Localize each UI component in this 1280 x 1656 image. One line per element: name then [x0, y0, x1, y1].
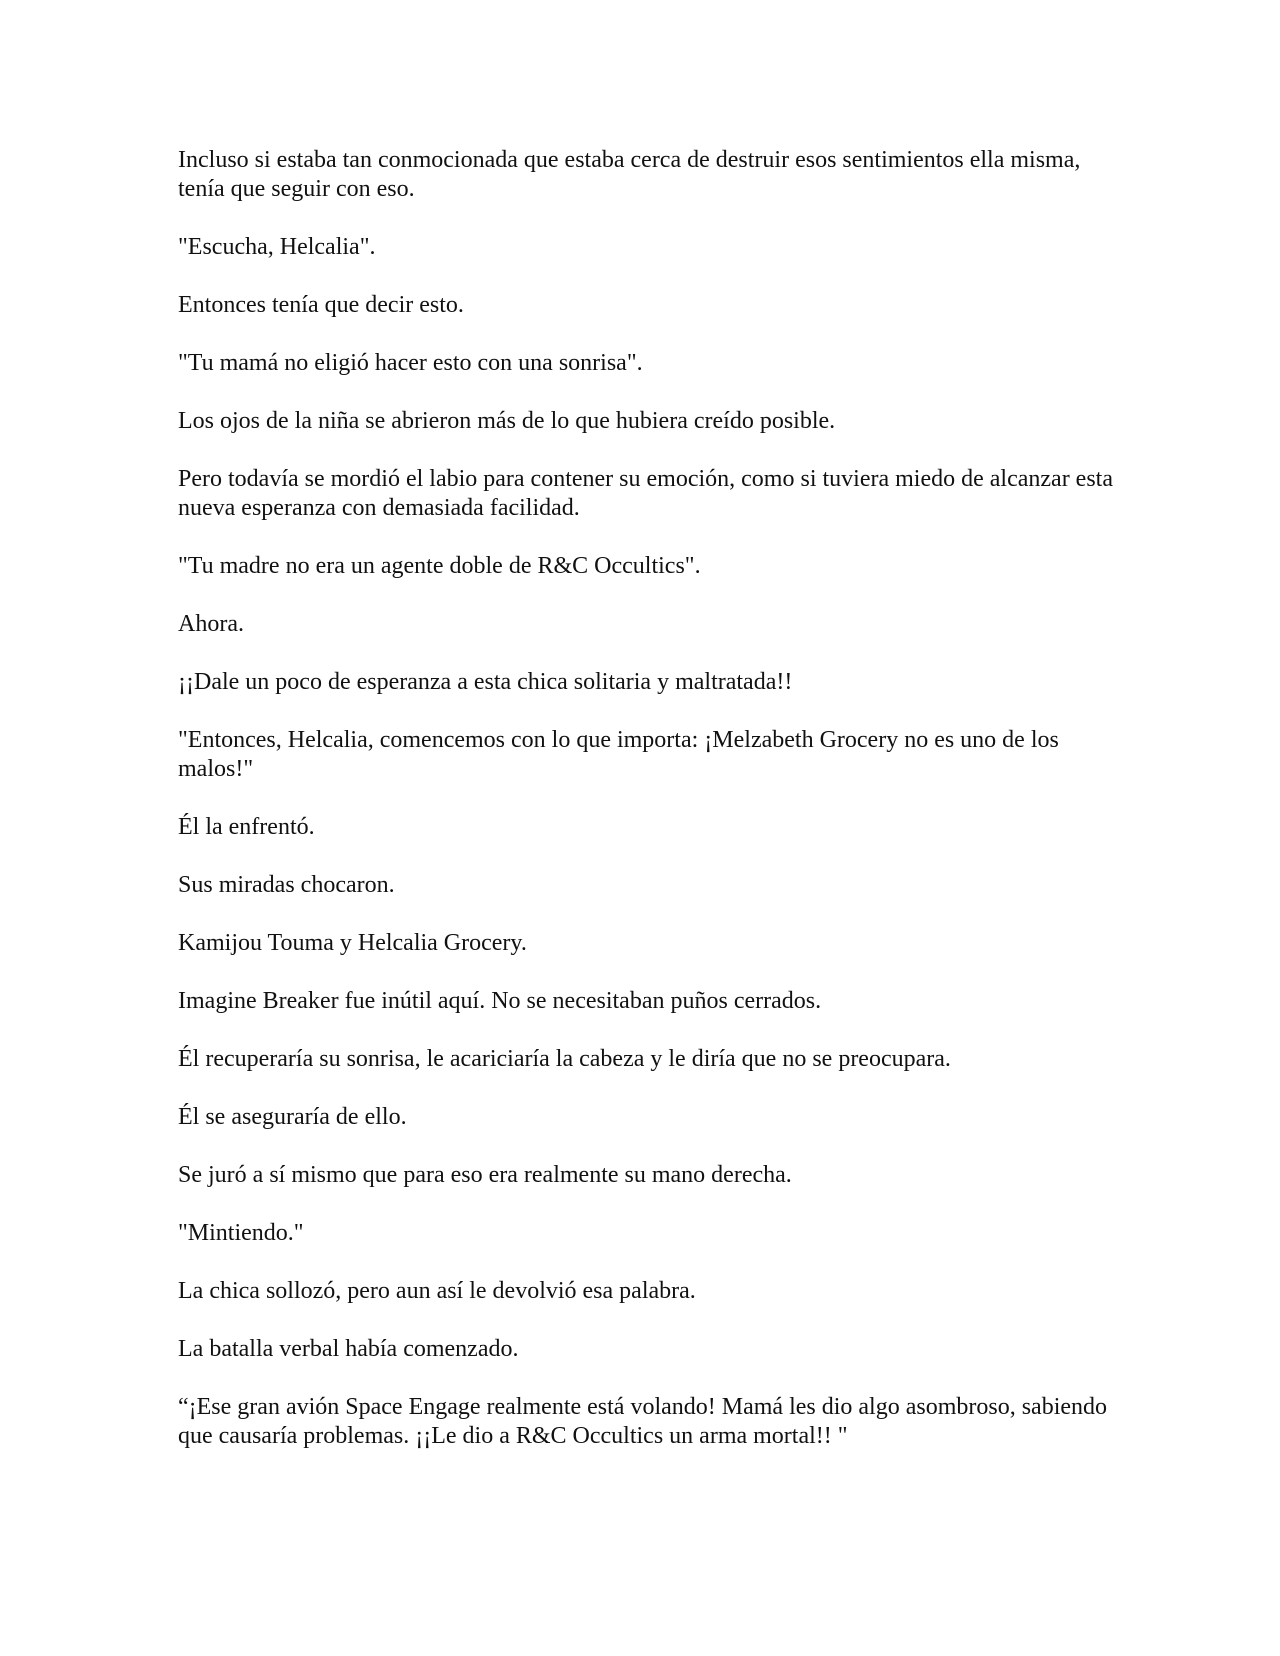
paragraph: Sus miradas chocaron.: [178, 872, 395, 898]
paragraph: Pero todavía se mordió el labio para contener su emoción, como si tuviera miedo de alcanzar esta nueva esperanza con demasiada facilidad.: [178, 466, 1113, 521]
paragraph: Él la enfrentó.: [178, 814, 315, 840]
paragraph: Entonces tenía que decir esto.: [178, 292, 464, 318]
paragraph: Incluso si estaba tan conmocionada que estaba cerca de destruir esos sentimientos ella misma, tenía que seguir con eso.: [178, 147, 1081, 202]
paragraph: Él recuperaría su sonrisa, le acariciaría la cabeza y le diría que no se preocupara.: [178, 1046, 951, 1072]
paragraph: Los ojos de la niña se abrieron más de lo que hubiera creído posible.: [178, 408, 836, 434]
paragraph: "Tu madre no era un agente doble de R&C Occultics".: [178, 553, 701, 579]
paragraph: La batalla verbal había comenzado.: [178, 1336, 519, 1362]
paragraph: "Escucha, Helcalia".: [178, 234, 376, 260]
paragraph: La chica sollozó, pero aun así le devolvió esa palabra.: [178, 1278, 696, 1304]
paragraph: Ahora.: [178, 611, 244, 637]
paragraph: Él se aseguraría de ello.: [178, 1104, 407, 1130]
paragraph: Kamijou Touma y Helcalia Grocery.: [178, 930, 527, 956]
paragraph: Se juró a sí mismo que para eso era realmente su mano derecha.: [178, 1162, 792, 1188]
paragraph: Imagine Breaker fue inútil aquí. No se necesitaban puños cerrados.: [178, 988, 822, 1014]
paragraph: "Entonces, Helcalia, comencemos con lo que importa: ¡Melzabeth Grocery no es uno de los malos!": [178, 727, 1059, 782]
document-page: [178, 146, 1118, 1480]
paragraph: "Tu mamá no eligió hacer esto con una sonrisa".: [178, 350, 643, 376]
paragraph: "Mintiendo.": [178, 1220, 304, 1246]
paragraph: ¡¡Dale un poco de esperanza a esta chica solitaria y maltratada!!: [178, 669, 793, 695]
paragraph: “¡Ese gran avión Space Engage realmente está volando! Mamá les dio algo asombroso, sabiendo que causaría problemas. ¡¡Le dio a R&C Occultics un arma mortal!! ": [178, 1394, 1108, 1449]
